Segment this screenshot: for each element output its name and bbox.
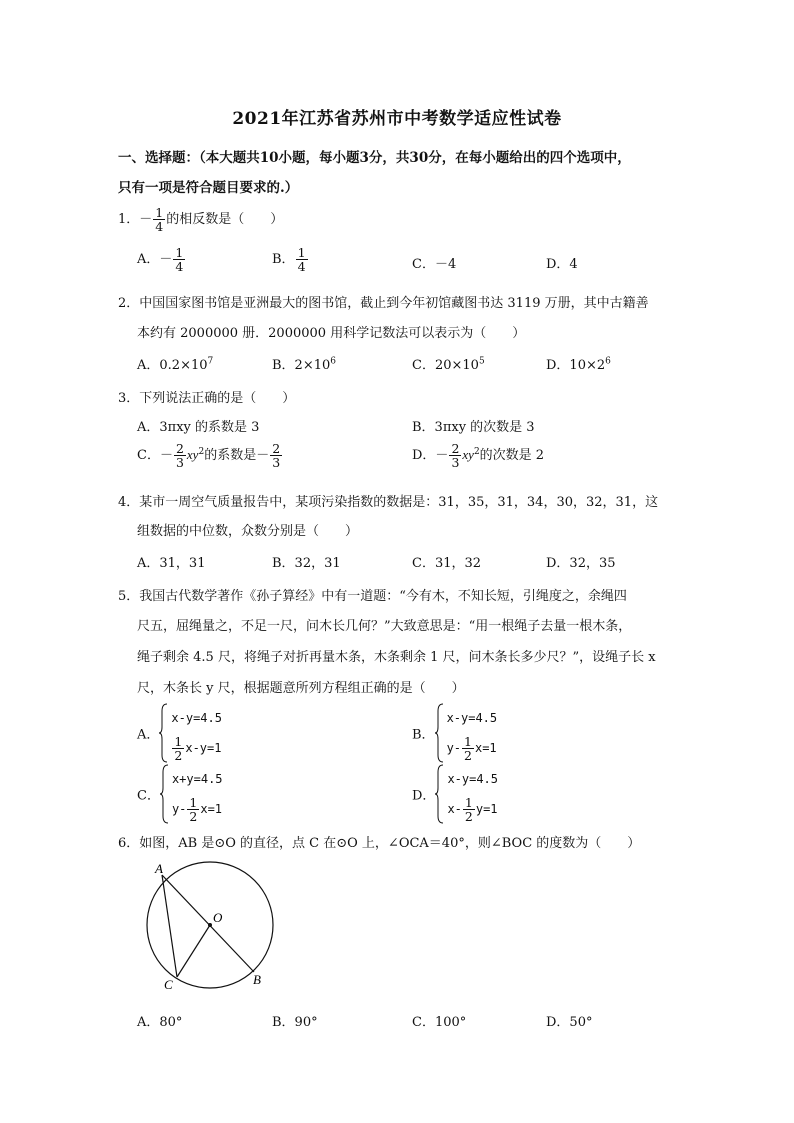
q2-option-a: A．$0.2\times 10^7$: [137, 356, 214, 373]
brace-icon: [435, 764, 445, 824]
section-heading-line2: 只有一项是符合题目要求的.）: [118, 180, 299, 196]
q5-stem-line4: 尺，木条长 y 尺，根据题意所列方程组正确的是（ ）: [137, 681, 465, 696]
q6-option-a: A．80°: [137, 1015, 183, 1030]
label-o: O: [213, 910, 223, 925]
q2-stem-line1: 2．中国国家图书馆是亚洲最大的图书馆，截止到今年初馆藏图书达 3119 万册，其中古籍善: [118, 296, 649, 311]
label-a: A: [155, 861, 163, 876]
q6-option-d: D．50°: [546, 1015, 593, 1030]
q1-fraction: $\frac{1}{4}$: [155, 205, 164, 235]
q6-stem: 6．如图，AB 是⊙O 的直径，点 C 在⊙O 上，∠OCA＝40°，则∠BOC 的度数为（ ）: [118, 836, 641, 851]
q5-option-b: B． x-y=4.5 y- $\frac{1}{2}$ x=1: [412, 703, 497, 763]
q3-option-b: B．3πxy 的次数是 3: [412, 420, 535, 435]
q5-option-a: A． x-y=4.5 $\frac{1}{2}$ x-y=1: [137, 703, 222, 763]
q6-option-b: B．90°: [272, 1015, 318, 1030]
q5-option-c: C． x+y=4.5 y- $\frac{1}{2}$ x=1: [137, 764, 223, 824]
brace-icon: [159, 703, 169, 763]
page-title: 2021年江苏省苏州市中考数学适应性试卷: [232, 109, 562, 129]
q5-stem-line2: 尺五，屈绳量之，不足一尺，问木长几何？”大致意思是：“用一根绳子去量一根木条，: [137, 619, 632, 634]
q5-option-d: D． x-y=4.5 x- $\frac{1}{2}$ y=1: [412, 764, 498, 824]
circle-figure: [140, 860, 285, 990]
q1-stem: [118, 206, 283, 233]
label-c: C: [164, 977, 173, 990]
q2-option-c: C．$20\times 10^5$: [412, 356, 485, 373]
brace-icon: [160, 764, 170, 824]
q4-stem-line2: 组数据的中位数，众数分别是（ ）: [137, 524, 359, 539]
q4-option-a: A．31，31: [137, 556, 206, 571]
diameter-ab: [162, 875, 254, 972]
q4-option-b: B．32，31: [272, 556, 341, 571]
q3-option-a: A．3πxy 的系数是 3: [137, 420, 260, 435]
q4-option-d: D．32，35: [546, 556, 616, 571]
q1-option-b: B． $\frac{1}{4}$: [272, 245, 306, 275]
q3-option-c: C．－ $\frac{2}{3}$ $xy^2$的系数是－ $\frac{2}{3}$: [137, 441, 281, 471]
q1-option-c: C．－4: [412, 257, 457, 272]
label-b: B: [253, 972, 261, 987]
q5-stem-line1: 5．我国古代数学著作《孙子算经》中有一道题：“今有木，不知长短，引绳度之，余绳四: [118, 589, 627, 604]
q1-option-a: A．－ $\frac{1}{4}$: [137, 245, 184, 275]
q4-option-c: C．31，32: [412, 556, 482, 571]
q2-option-d: D．$10\times 2^6$: [546, 356, 611, 373]
section-heading-line1: 一、选择题：（本大题共10小题，每小题3分，共30分，在每小题给出的四个选项中，: [118, 150, 631, 166]
q2-stem-line2: 本约有 2000000 册．2000000 用科学记数法可以表示为（ ）: [137, 326, 526, 341]
q1-sign: －: [139, 212, 153, 228]
q4-stem-line1: 4．某市一周空气质量报告中，某项污染指数的数据是：31，35，31，34，30，32，31，这: [118, 495, 659, 510]
q2-option-b: B．$2\times 10^6$: [272, 356, 336, 373]
brace-icon: [435, 703, 445, 763]
radius-oc: [177, 925, 210, 977]
q3-stem: 3．下列说法正确的是（ ）: [118, 391, 296, 406]
center-point: [208, 923, 212, 927]
q6-option-c: C．100°: [412, 1015, 467, 1030]
q1-number: 1．: [118, 212, 140, 228]
q5-stem-line3: 绳子剩余 4.5 尺，将绳子对折再量木条，木条剩余 1 尺，问木条长多少尺？”，设绳子长 x: [137, 650, 656, 665]
q1-option-d: D．4: [546, 257, 578, 272]
chord-ac: [162, 875, 177, 977]
q1-question: 的相反数是（ ）: [166, 212, 284, 228]
q3-option-d: D．－ $\frac{2}{3}$ $xy^2$的次数是 2: [412, 441, 545, 471]
